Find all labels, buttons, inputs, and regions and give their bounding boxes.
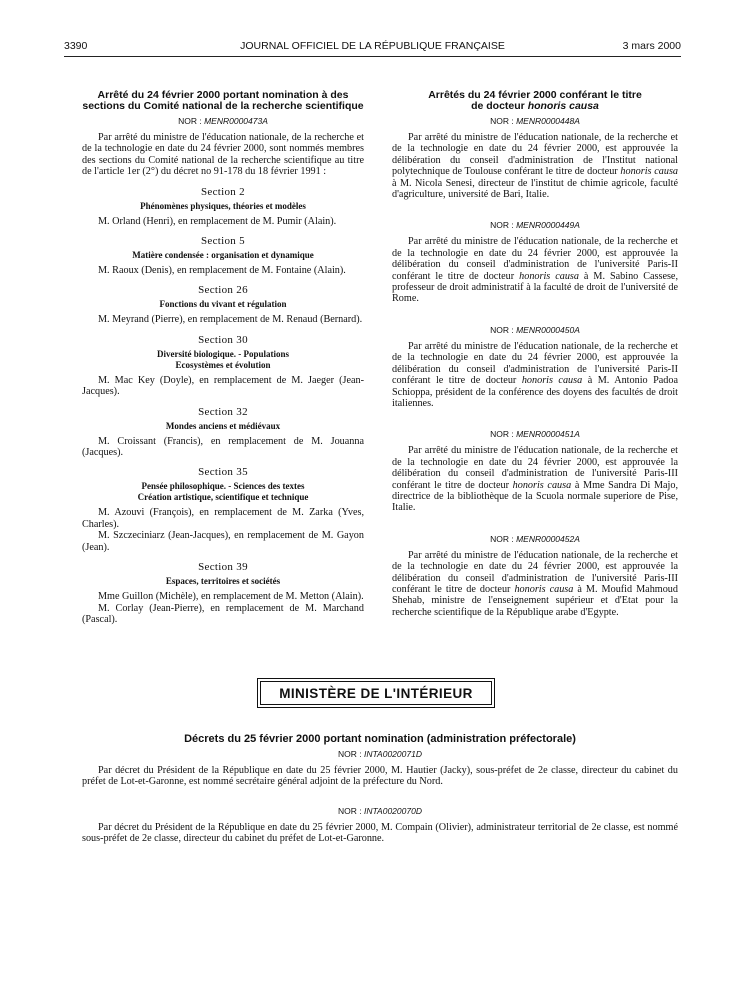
decrets-block xyxy=(82,733,678,845)
spacer xyxy=(392,305,678,321)
running-header xyxy=(64,40,681,56)
entry-text: Par arrêté du ministre de l'éducation nationale, de la recherche et de la technologie en date du 24 février 2000, est approuvée la délibération du conseil d'administration de l'université Paris-III conférant le titre de docteur honoris causa à M. Moufid Mahmoud Shehab, ministre de l'enseignement supérieur et d'Etat pour la recherche scientifique de la République arabe d'Egypte. xyxy=(392,549,678,618)
entry-nor: NOR : MENR0000449A xyxy=(490,220,580,231)
left-title: Arrêté du 24 février 2000 portant nomination à des sections du Comité national de la recherche scientifique xyxy=(82,89,364,112)
decrets-title: Décrets du 25 février 2000 portant nomination (administration préfectorale) xyxy=(184,733,576,745)
section-label: Section 30 xyxy=(198,333,248,346)
left-intro: Par arrêté du ministre de l'éducation nationale, de la recherche et de la technologie en date du 24 février 2000, sont nommés membres des sections du Comité national de la recherche scientifique au titre de l'article 1er (2°) du décret no 91-178 du 18 février 1991 : xyxy=(82,132,364,178)
entry-nor-code: MENR0000450A xyxy=(516,324,580,335)
section-subtitle-line: Création artistique, scientifique et technique xyxy=(137,492,309,503)
section-label: Section 32 xyxy=(198,405,248,418)
nomination-item: M. Orland (Henri), en remplacement de M. Pumir (Alain). xyxy=(98,215,337,227)
right-title: Arrêtés du 24 février 2000 conférant le titre de docteur honoris causa xyxy=(428,89,642,112)
entry-nor-code: MENR0000451A xyxy=(516,429,580,440)
section-label: Section 35 xyxy=(198,466,248,479)
sections-list xyxy=(82,186,364,626)
entry-text: Par arrêté du ministre de l'éducation nationale, de la recherche et de la technologie en date du 24 février 2000, est approuvée la délibération du conseil d'administration de l'Institut national polytechnique de Toulouse conférant le titre de docteur honoris causa à M. Nicola Senesi, directeur de l'institut de chimie agricole, faculté d'agriculture, université de Bari, Italie. xyxy=(392,132,678,201)
section-subtitle-line: Espaces, territoires et sociétés xyxy=(165,576,281,587)
decret-nor: NOR : INTA0020071D xyxy=(338,749,422,759)
section-subtitle-line: Fonctions du vivant et régulation xyxy=(159,299,287,310)
entry-nor-code: MENR0000452A xyxy=(516,533,580,544)
section-subtitle xyxy=(82,481,364,503)
spacer xyxy=(392,409,678,425)
right-column xyxy=(392,90,678,618)
section-subtitle-line: Ecosystèmes et évolution xyxy=(175,359,271,370)
ministry-label: MINISTÈRE DE L'INTÉRIEUR xyxy=(260,681,492,705)
header-rule xyxy=(64,56,681,57)
section-label: Section 5 xyxy=(201,235,245,248)
section-subtitle xyxy=(82,201,364,212)
section-label: Section 26 xyxy=(198,284,248,297)
nomination-item: M. Meyrand (Pierre), en remplacement de M. Renaud (Bernard). xyxy=(98,314,363,326)
entry-italic: honoris causa xyxy=(514,583,574,595)
decret-text: Par décret du Président de la République en date du 25 février 2000, M. Hautier (Jacky), sous-préfet de 2e classe, directeur du cabinet du préfet de Lot-et-Garonne, est nommé secrétaire général adjoint de la préfecture du Nord. xyxy=(82,765,678,788)
nomination-item: M. Corlay (Jean-Pierre), en remplacement de M. Marchand (Pascal). xyxy=(82,602,364,625)
decret-text: Par décret du Président de la République en date du 25 février 2000, M. Compain (Olivier), administrateur territorial de 2e classe, est nommé sous-préfet de 2e classe, directeur du cabinet du préfet de Lot-et-Garonne. xyxy=(82,821,678,845)
entry-nor-code: MENR0000449A xyxy=(516,220,580,231)
decrets-list xyxy=(82,749,678,845)
section-subtitle xyxy=(82,250,364,261)
entry-nor: NOR : MENR0000452A xyxy=(490,533,580,544)
entry-nor: NOR : MENR0000451A xyxy=(490,429,580,440)
spacer xyxy=(392,514,678,530)
entry-text: Par arrêté du ministre de l'éducation nationale, de la recherche et de la technologie en date du 24 février 2000, est approuvée la délibération du conseil d'administration de l'université Paris-II conférant le titre de docteur honoris causa à M. Antonio Padoa Schioppa, président de la conférence des doyens des facultés de droit italiennes. xyxy=(392,340,678,409)
ministry-box xyxy=(257,678,495,708)
entry-nor-code: MENR0000448A xyxy=(516,116,580,126)
nomination-item: M. Azouvi (François), en remplacement de M. Zarka (Yves, Charles). xyxy=(82,507,364,530)
entries-list xyxy=(392,116,678,618)
section-subtitle xyxy=(82,349,364,371)
nomination-item: Mme Guillon (Michèle), en remplacement de M. Metton (Alain). xyxy=(98,591,364,603)
section-subtitle-line: Mondes anciens et médiévaux xyxy=(165,420,281,431)
entry-italic: honoris causa xyxy=(620,166,678,178)
section-subtitle-line: Pensée philosophique. - Sciences des textes xyxy=(141,481,305,492)
section-label: Section 2 xyxy=(201,185,245,198)
entry-nor: NOR : MENR0000448A xyxy=(490,116,580,126)
journal-title: JOURNAL OFFICIEL DE LA RÉPUBLIQUE FRANÇAISE xyxy=(240,40,505,52)
section-subtitle-line: Phénomènes physiques, théories et modèles xyxy=(140,200,306,211)
issue-date: 3 mars 2000 xyxy=(622,40,681,52)
left-column xyxy=(82,90,364,625)
entry-italic: honoris causa xyxy=(519,270,579,282)
section-subtitle-line: Diversité biologique. - Populations xyxy=(156,348,289,359)
left-nor: NOR : MENR0000473A xyxy=(178,116,268,126)
section-subtitle xyxy=(82,421,364,432)
nomination-item: M. Mac Key (Doyle), en remplacement de M. Jaeger (Jean-Jacques). xyxy=(82,374,364,398)
nomination-item: M. Croissant (Francis), en remplacement de M. Jouanna (Jacques). xyxy=(82,435,364,459)
entry-nor: NOR : MENR0000450A xyxy=(490,324,580,335)
entry-italic: honoris causa xyxy=(521,375,583,387)
entry-text: Par arrêté du ministre de l'éducation nationale, de la recherche et de la technologie en date du 24 février 2000, est approuvée la délibération du conseil d'administration de l'université Paris-III conférant le titre de docteur honoris causa à Mme Sandra Di Majo, directrice de la bibliothèque de la Scuola normale superiore de Pise, Italie. xyxy=(392,445,679,514)
nomination-item: M. Szczeciniarz (Jean-Jacques), en remplacement de M. Gayon (Jean). xyxy=(82,530,364,553)
spacer xyxy=(392,200,678,216)
decret-nor-code: INTA0020071D xyxy=(364,749,422,759)
section-label: Section 39 xyxy=(198,561,248,574)
entry-text: Par arrêté du ministre de l'éducation nationale, de la recherche et de la technologie en date du 24 février 2000, est approuvée la délibération du conseil d'administration de l'université Paris-II conférant le titre de docteur honoris causa à M. Sabino Cassese, professeur de droit administratif à la faculté de droit de l'université de Rome. xyxy=(392,236,678,305)
page-number: 3390 xyxy=(64,40,88,52)
section-subtitle xyxy=(82,299,364,310)
decret-nor: NOR : INTA0020070D xyxy=(338,805,422,816)
section-subtitle xyxy=(82,576,364,587)
entry-italic: honoris causa xyxy=(512,479,572,491)
nomination-item: M. Raoux (Denis), en remplacement de M. Fontaine (Alain). xyxy=(98,265,346,277)
section-subtitle-line: Matière condensée : organisation et dynamique xyxy=(132,250,314,261)
decret-nor-code: INTA0020070D xyxy=(364,805,422,816)
